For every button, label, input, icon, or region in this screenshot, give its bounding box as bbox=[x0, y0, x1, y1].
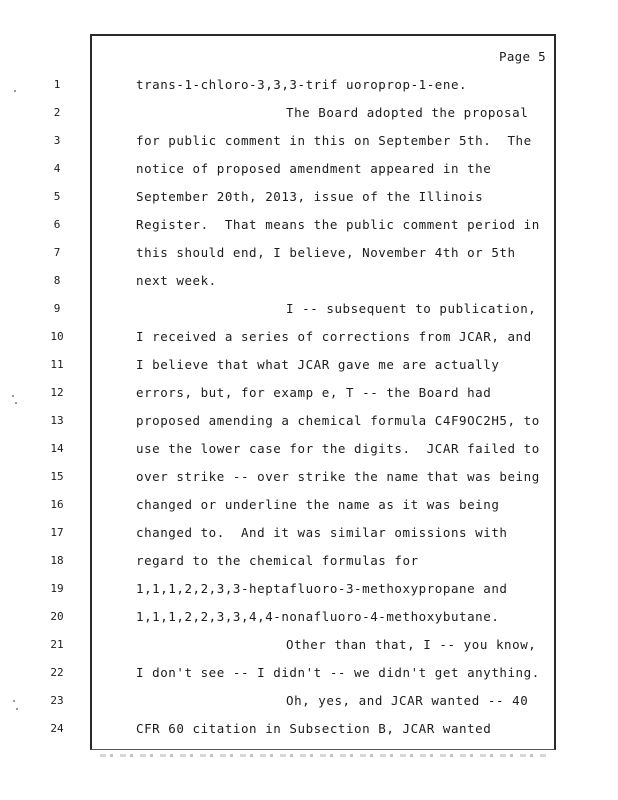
line-text: September 20th, 2013, issue of the Illinois bbox=[136, 189, 484, 204]
line-number: 4 bbox=[53, 162, 61, 175]
line-number: 17 bbox=[50, 526, 64, 539]
line-text: regard to the chemical formulas for bbox=[136, 553, 419, 568]
line-text: changed or underline the name as it was being bbox=[136, 497, 500, 512]
line-text: I received a series of corrections from JCAR, and bbox=[136, 329, 532, 344]
transcript-line bbox=[50, 665, 554, 686]
line-text: 1,1,1,2,2,3,3-heptafluoro-3-methoxypropane and bbox=[136, 581, 508, 596]
line-text: 1,1,1,2,2,3,3,4,4-nonafluoro-4-methoxybutane. bbox=[136, 609, 500, 624]
line-text: errors, but, for examp e, T -- the Board had bbox=[136, 385, 492, 400]
transcript-line bbox=[50, 329, 554, 350]
transcript-line bbox=[53, 105, 554, 126]
transcript-line bbox=[53, 161, 554, 182]
line-number: 2 bbox=[53, 106, 61, 119]
line-number: 21 bbox=[50, 638, 64, 651]
transcript-page bbox=[50, 34, 556, 750]
line-number: 8 bbox=[53, 274, 61, 287]
transcript-line bbox=[53, 133, 554, 154]
line-number: 6 bbox=[53, 218, 61, 231]
line-number: 15 bbox=[50, 470, 64, 483]
line-number: 9 bbox=[53, 302, 61, 315]
line-text: next week. bbox=[136, 273, 217, 288]
line-number: 3 bbox=[53, 134, 61, 147]
line-number: 13 bbox=[50, 414, 64, 427]
transcript-line bbox=[53, 273, 554, 294]
line-text: proposed amending a chemical formula C4F9OC2H5, to bbox=[136, 413, 540, 428]
transcript-line bbox=[50, 469, 554, 490]
line-text: CFR 60 citation in Subsection B, JCAR wanted bbox=[136, 721, 492, 736]
transcript-line bbox=[53, 189, 554, 210]
transcript-line bbox=[50, 357, 554, 378]
line-text: changed to. And it was similar omissions with bbox=[136, 525, 508, 540]
line-text: this should end, I believe, November 4th or 5th bbox=[136, 245, 516, 260]
transcript-line bbox=[50, 721, 554, 742]
line-number: 10 bbox=[50, 330, 64, 343]
line-number: 20 bbox=[50, 610, 64, 623]
transcript-line bbox=[50, 525, 554, 546]
transcript-line bbox=[50, 413, 554, 434]
transcript-line bbox=[50, 385, 554, 406]
line-text: Oh, yes, and JCAR wanted -- 40 bbox=[286, 693, 529, 708]
line-text: Register. That means the public comment period in bbox=[136, 217, 540, 232]
line-text: trans-1-chloro-3,3,3-trif uoroprop-1-ene. bbox=[136, 77, 468, 92]
line-number: 16 bbox=[50, 498, 64, 511]
line-text: I believe that what JCAR gave me are actually bbox=[136, 357, 500, 372]
line-number: 1 bbox=[53, 78, 61, 91]
transcript-line bbox=[53, 245, 554, 266]
line-number: 22 bbox=[50, 666, 64, 679]
line-text: over strike -- over strike the name that was being bbox=[136, 469, 540, 484]
transcript-line bbox=[50, 693, 554, 714]
line-number: 7 bbox=[53, 246, 61, 259]
line-number: 24 bbox=[50, 722, 64, 735]
line-number: 11 bbox=[50, 358, 64, 371]
transcript-line bbox=[50, 441, 554, 462]
line-text: I don't see -- I didn't -- we didn't get anything. bbox=[136, 665, 540, 680]
page-number: Page 5 bbox=[499, 49, 546, 64]
transcript-line bbox=[53, 217, 554, 238]
line-number: 19 bbox=[50, 582, 64, 595]
transcript-line bbox=[53, 301, 554, 322]
transcript-line bbox=[50, 497, 554, 518]
line-number: 5 bbox=[53, 190, 61, 203]
line-number: 12 bbox=[50, 386, 64, 399]
line-number: 18 bbox=[50, 554, 64, 567]
transcript-line bbox=[50, 637, 554, 658]
line-text: notice of proposed amendment appeared in the bbox=[136, 161, 492, 176]
line-text: The Board adopted the proposal bbox=[286, 105, 529, 120]
line-text: I -- subsequent to publication, bbox=[286, 301, 537, 316]
line-text: Other than that, I -- you know, bbox=[286, 637, 537, 652]
scan-artifact bbox=[100, 754, 550, 757]
line-number: 14 bbox=[50, 442, 64, 455]
transcript-line bbox=[50, 609, 554, 630]
line-number: 23 bbox=[50, 694, 64, 707]
transcript-line bbox=[53, 77, 554, 98]
line-text: use the lower case for the digits. JCAR failed to bbox=[136, 441, 540, 456]
line-text: for public comment in this on September 5th. The bbox=[136, 133, 532, 148]
transcript-line bbox=[50, 553, 554, 574]
transcript-line bbox=[50, 581, 554, 602]
